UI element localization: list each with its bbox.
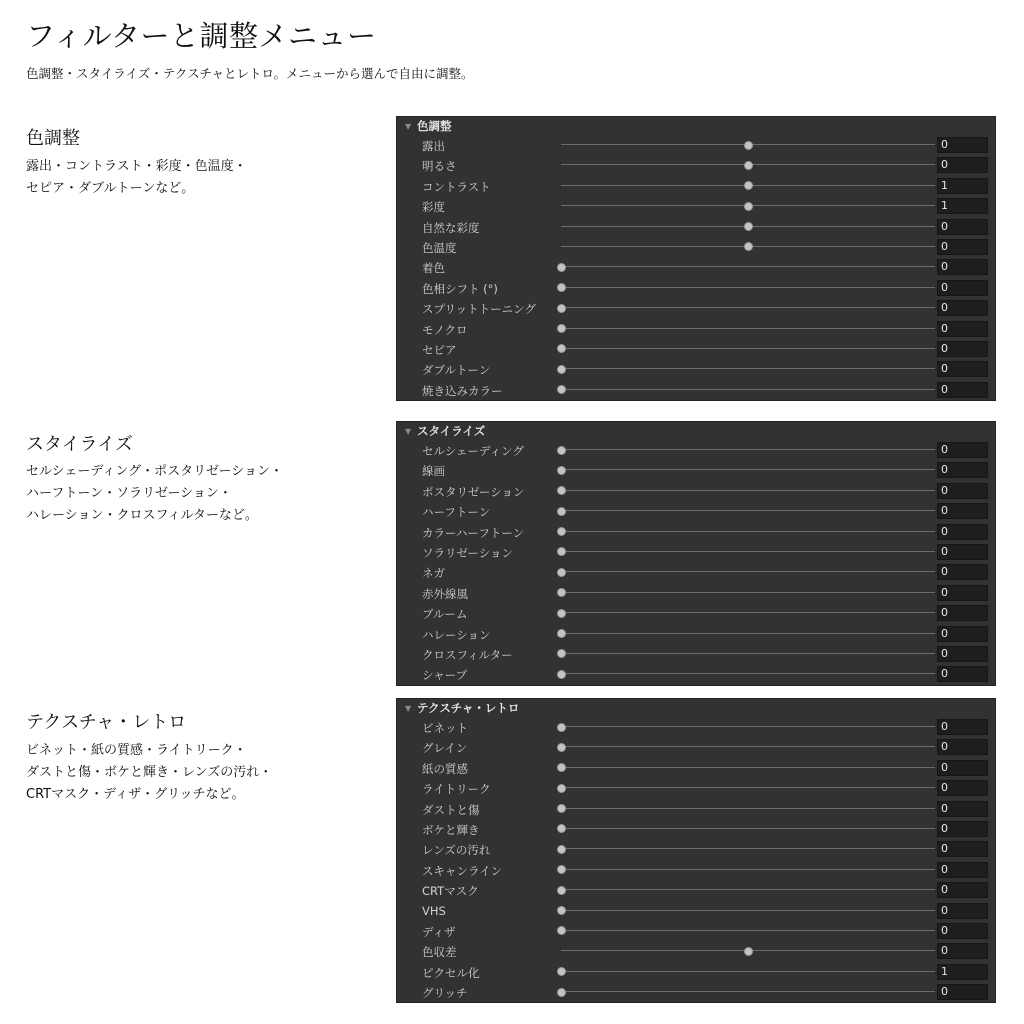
adjustment-slider[interactable] [561, 260, 935, 274]
adjustment-row [397, 880, 995, 900]
slider-track[interactable] [561, 389, 935, 390]
adjustment-label: レンズの汚れ [422, 843, 491, 858]
slider-track[interactable] [561, 787, 935, 788]
adjustment-slider[interactable] [561, 158, 935, 172]
adjustment-row [397, 603, 995, 623]
page-subtitle: 色調整・スタイライズ・テクスチャとレトロ。メニューから選んで自由に調整。 [26, 66, 474, 81]
adjustment-label: セルシェーディング [422, 444, 524, 458]
panel-title: テクスチャ・レトロ [417, 701, 520, 715]
slider-track[interactable] [561, 848, 935, 849]
adjustment-row [397, 460, 995, 480]
slider-thumb[interactable] [557, 743, 566, 752]
slider-track[interactable] [561, 808, 935, 809]
value-input[interactable]: 0 [937, 862, 988, 878]
slider-thumb[interactable] [557, 466, 566, 475]
adjustment-slider[interactable] [561, 545, 935, 559]
value-input[interactable]: 0 [937, 524, 988, 540]
adjustment-label: ハーフトーン [422, 505, 491, 520]
panel-rows [397, 440, 995, 685]
slider-thumb[interactable] [557, 865, 566, 874]
slider-track[interactable] [561, 633, 935, 634]
adjustment-row [397, 481, 995, 501]
adjustment-slider[interactable] [561, 484, 935, 498]
slider-track[interactable] [561, 490, 935, 491]
slider-thumb[interactable] [557, 967, 566, 976]
disclosure-triangle-icon[interactable]: ▼ [405, 426, 412, 436]
slider-track[interactable] [561, 307, 935, 308]
adjustment-slider[interactable] [561, 565, 935, 579]
slider-track[interactable] [561, 726, 935, 727]
adjustment-label: 色収差 [422, 945, 457, 960]
adjustment-slider[interactable] [561, 781, 935, 795]
adjustment-label: 赤外線風 [422, 586, 468, 601]
panel-title: 色調整 [417, 119, 452, 133]
slider-thumb[interactable] [557, 629, 566, 638]
value-input[interactable]: 0 [937, 219, 988, 235]
adjustment-slider[interactable] [561, 586, 935, 600]
adjustment-row [397, 778, 995, 798]
slider-thumb[interactable] [557, 263, 566, 272]
adjustment-label: カラーハーフトーン [422, 525, 525, 540]
panel-header-stylize[interactable] [397, 422, 995, 440]
adjustment-row [397, 941, 995, 961]
slider-track[interactable] [561, 910, 935, 911]
adjustment-slider[interactable] [561, 985, 935, 999]
adjustment-label: 焼き込みカラー [422, 383, 503, 398]
slider-thumb[interactable] [557, 527, 566, 536]
value-input[interactable]: 0 [937, 564, 988, 580]
value-input[interactable]: 1 [937, 964, 988, 980]
adjustment-row [397, 758, 995, 778]
slider-track[interactable] [561, 510, 935, 511]
value-input[interactable]: 0 [937, 666, 988, 682]
adjustment-row [397, 799, 995, 819]
page-title: フィルターと調整メニュー [26, 19, 377, 53]
adjustment-label: ポスタリゼーション [422, 484, 525, 499]
slider-thumb[interactable] [557, 886, 566, 895]
adjustment-row [397, 737, 995, 757]
value-input[interactable]: 0 [937, 442, 988, 458]
value-input[interactable]: 0 [937, 585, 988, 601]
value-input[interactable]: 0 [937, 361, 988, 377]
adjustment-slider[interactable] [561, 240, 935, 254]
adjustment-label: スプリットトーニング [422, 302, 536, 317]
adjustment-row [397, 819, 995, 839]
adjustment-slider[interactable] [561, 667, 935, 681]
adjustment-label: VHS [422, 903, 446, 918]
adjustment-slider[interactable] [561, 802, 935, 816]
slider-track[interactable] [561, 971, 935, 972]
adjustment-label: ソラリゼーション [422, 545, 513, 560]
slider-thumb[interactable] [557, 446, 566, 455]
adjustment-label: 彩度 [422, 200, 445, 215]
adjustment-row [397, 135, 995, 155]
adjustment-label: シャープ [422, 668, 468, 683]
adjustment-row [397, 298, 995, 318]
adjustment-row [397, 359, 995, 379]
adjustment-row [397, 901, 995, 921]
panel-stylize [396, 421, 996, 686]
value-input[interactable]: 0 [937, 137, 988, 153]
adjustment-slider[interactable] [561, 362, 935, 376]
value-input[interactable]: 0 [937, 821, 988, 837]
adjustment-slider[interactable] [561, 627, 935, 641]
value-input[interactable]: 0 [937, 903, 988, 919]
section-description-color: 露出・コントラスト・彩度・色温度・ セピア・ダブルトーンなど。 [26, 159, 247, 196]
adjustment-row [397, 562, 995, 582]
value-input[interactable]: 0 [937, 882, 988, 898]
adjustment-row [397, 962, 995, 982]
slider-track[interactable] [561, 612, 935, 613]
adjustment-slider[interactable] [561, 281, 935, 295]
adjustment-slider[interactable] [561, 924, 935, 938]
slider-track[interactable] [561, 592, 935, 593]
adjustment-label: 色温度 [422, 240, 457, 255]
value-input[interactable]: 0 [937, 719, 988, 735]
value-input[interactable]: 0 [937, 239, 988, 255]
slider-track[interactable] [561, 449, 935, 450]
adjustment-row [397, 982, 995, 1002]
slider-track[interactable] [561, 348, 935, 349]
adjustment-row [397, 319, 995, 339]
adjustment-slider[interactable] [561, 904, 935, 918]
value-input[interactable]: 1 [937, 198, 988, 214]
value-input[interactable]: 0 [937, 157, 988, 173]
adjustment-label: スキャンライン [422, 863, 503, 878]
value-input[interactable]: 0 [937, 341, 988, 357]
adjustment-label: 紙の質感 [422, 761, 468, 776]
value-input[interactable]: 0 [937, 483, 988, 499]
slider-thumb[interactable] [557, 926, 566, 935]
value-input[interactable]: 0 [937, 780, 988, 796]
section-description-stylize: セルシェーディング・ポスタリゼーション・ ハーフトーン・ソラリゼーション・ ハレーション・クロスフィルターなど。 [26, 464, 283, 523]
slider-track[interactable] [561, 266, 935, 267]
slider-thumb[interactable] [557, 486, 566, 495]
slider-thumb[interactable] [557, 385, 566, 394]
slider-thumb[interactable] [744, 202, 753, 211]
value-input[interactable]: 0 [937, 544, 988, 560]
value-input[interactable]: 0 [937, 739, 988, 755]
slider-track[interactable] [561, 469, 935, 470]
slider-thumb[interactable] [557, 988, 566, 997]
adjustment-slider[interactable] [561, 301, 935, 315]
adjustment-label: ダブルトーン [422, 363, 491, 378]
adjustment-label: ライトリーク [422, 782, 491, 797]
adjustment-label: コントラスト [422, 179, 491, 194]
adjustment-row [397, 237, 995, 257]
slider-track[interactable] [561, 991, 935, 992]
panel-header-texture-retro[interactable] [397, 699, 995, 717]
panel-rows [397, 135, 995, 400]
slider-thumb[interactable] [744, 242, 753, 251]
adjustment-label: 明るさ [422, 159, 457, 174]
adjustment-row [397, 440, 995, 460]
slider-track[interactable] [561, 653, 935, 654]
adjustment-label: ビネット [422, 721, 468, 735]
slider-thumb[interactable] [557, 365, 566, 374]
slider-track[interactable] [561, 930, 935, 931]
slider-thumb[interactable] [557, 824, 566, 833]
value-input[interactable]: 0 [937, 300, 988, 316]
slider-track[interactable] [561, 531, 935, 532]
value-input[interactable]: 0 [937, 801, 988, 817]
adjustment-slider[interactable] [561, 179, 935, 193]
slider-thumb[interactable] [557, 906, 566, 915]
value-input[interactable]: 0 [937, 321, 988, 337]
slider-thumb[interactable] [557, 283, 566, 292]
adjustment-slider[interactable] [561, 863, 935, 877]
adjustment-slider[interactable] [561, 740, 935, 754]
slider-track[interactable] [561, 368, 935, 369]
adjustment-row [397, 257, 995, 277]
adjustment-row [397, 380, 995, 400]
adjustment-row [397, 278, 995, 298]
value-input[interactable]: 0 [937, 462, 988, 478]
slider-thumb[interactable] [744, 181, 753, 190]
slider-thumb[interactable] [744, 161, 753, 170]
adjustment-label: モノクロ [422, 322, 468, 337]
panel-rows [397, 717, 995, 1002]
slider-track[interactable] [561, 828, 935, 829]
slider-thumb[interactable] [557, 763, 566, 772]
adjustment-label: クロスフィルター [422, 647, 513, 662]
adjustment-label: セピア [422, 342, 457, 357]
adjustment-slider[interactable] [561, 842, 935, 856]
slider-track[interactable] [561, 551, 935, 552]
slider-track[interactable] [561, 571, 935, 572]
adjustment-slider[interactable] [561, 383, 935, 397]
slider-thumb[interactable] [744, 141, 753, 150]
section-heading-stylize: スタイライズ [26, 434, 133, 455]
adjustment-label: 露出 [422, 139, 445, 153]
section-heading-texture-retro: テクスチャ・レトロ [26, 712, 187, 733]
adjustment-row [397, 217, 995, 237]
adjustment-row [397, 664, 995, 684]
adjustment-slider[interactable] [561, 463, 935, 477]
disclosure-triangle-icon[interactable]: ▼ [405, 121, 412, 131]
value-input[interactable]: 0 [937, 984, 988, 1000]
adjustment-slider[interactable] [561, 525, 935, 539]
adjustment-row [397, 921, 995, 941]
adjustment-slider[interactable] [561, 761, 935, 775]
adjustment-slider[interactable] [561, 504, 935, 518]
value-input[interactable]: 0 [937, 923, 988, 939]
panel-color-adjust [396, 116, 996, 401]
adjustment-label: CRTマスク [422, 884, 479, 899]
slider-thumb[interactable] [557, 547, 566, 556]
panel-texture-retro [396, 698, 996, 1003]
adjustment-slider[interactable] [561, 647, 935, 661]
adjustment-row [397, 839, 995, 859]
adjustment-label: 色相シフト (°) [422, 281, 498, 296]
slider-track[interactable] [561, 287, 935, 288]
slider-track[interactable] [561, 869, 935, 870]
slider-thumb[interactable] [557, 344, 566, 353]
slider-thumb[interactable] [557, 324, 566, 333]
slider-thumb[interactable] [557, 723, 566, 732]
disclosure-triangle-icon[interactable]: ▼ [405, 703, 412, 713]
value-input[interactable]: 0 [937, 259, 988, 275]
adjustment-label: 着色 [422, 261, 445, 276]
slider-thumb[interactable] [557, 588, 566, 597]
adjustment-row [397, 501, 995, 521]
value-input[interactable]: 0 [937, 626, 988, 642]
adjustment-slider[interactable] [561, 822, 935, 836]
adjustment-row [397, 522, 995, 542]
adjustment-label: 線画 [422, 464, 445, 479]
slider-thumb[interactable] [557, 845, 566, 854]
adjustment-slider[interactable] [561, 138, 935, 152]
slider-track[interactable] [561, 767, 935, 768]
adjustment-row [397, 717, 995, 737]
value-input[interactable]: 0 [937, 503, 988, 519]
value-input[interactable]: 0 [937, 841, 988, 857]
slider-track[interactable] [561, 889, 935, 890]
slider-thumb[interactable] [557, 670, 566, 679]
section-heading-color: 色調整 [26, 128, 80, 149]
adjustment-slider[interactable] [561, 443, 935, 457]
panel-header-color-adjust[interactable] [397, 117, 995, 135]
slider-track[interactable] [561, 673, 935, 674]
slider-thumb[interactable] [744, 222, 753, 231]
adjustment-row [397, 155, 995, 175]
adjustment-row [397, 860, 995, 880]
adjustment-slider[interactable] [561, 720, 935, 734]
adjustment-label: グリッチ [422, 986, 468, 1001]
slider-thumb[interactable] [557, 507, 566, 516]
adjustment-row [397, 583, 995, 603]
adjustment-row [397, 542, 995, 562]
adjustment-label: ボケと輝き [422, 822, 480, 837]
adjustment-label: ネガ [422, 566, 445, 581]
value-input[interactable]: 0 [937, 646, 988, 662]
slider-thumb[interactable] [557, 609, 566, 618]
adjustment-label: グレイン [422, 741, 468, 756]
adjustment-label: 自然な彩度 [422, 220, 480, 235]
adjustment-slider[interactable] [561, 606, 935, 620]
adjustment-label: ブルーム [422, 607, 468, 622]
slider-thumb[interactable] [557, 568, 566, 577]
adjustment-row [397, 644, 995, 664]
section-description-texture-retro: ビネット・紙の質感・ライトリーク・ ダストと傷・ボケと輝き・レンズの汚れ・ CRTマスク・ディザ・グリッチなど。 [26, 743, 273, 802]
adjustment-slider[interactable] [561, 220, 935, 234]
adjustment-row [397, 196, 995, 216]
panel-title: スタイライズ [417, 424, 486, 438]
adjustment-row [397, 176, 995, 196]
value-input[interactable]: 0 [937, 382, 988, 398]
adjustment-label: ハレーション [422, 627, 491, 642]
slider-thumb[interactable] [557, 304, 566, 313]
adjustment-label: ピクセル化 [422, 965, 480, 980]
slider-thumb[interactable] [557, 804, 566, 813]
adjustment-slider[interactable] [561, 883, 935, 897]
adjustment-slider[interactable] [561, 199, 935, 213]
adjustment-slider[interactable] [561, 322, 935, 336]
adjustment-slider[interactable] [561, 342, 935, 356]
value-input[interactable]: 0 [937, 280, 988, 296]
value-input[interactable]: 0 [937, 760, 988, 776]
adjustment-label: ディザ [422, 924, 456, 939]
slider-thumb[interactable] [557, 649, 566, 658]
adjustment-label: ダストと傷 [422, 802, 480, 817]
slider-track[interactable] [561, 328, 935, 329]
slider-thumb[interactable] [744, 947, 753, 956]
adjustment-slider[interactable] [561, 965, 935, 979]
slider-track[interactable] [561, 746, 935, 747]
adjustment-row [397, 339, 995, 359]
value-input[interactable]: 0 [937, 605, 988, 621]
slider-thumb[interactable] [557, 784, 566, 793]
adjustment-row [397, 624, 995, 644]
adjustment-slider[interactable] [561, 944, 935, 958]
value-input[interactable]: 1 [937, 178, 988, 194]
value-input[interactable]: 0 [937, 943, 988, 959]
